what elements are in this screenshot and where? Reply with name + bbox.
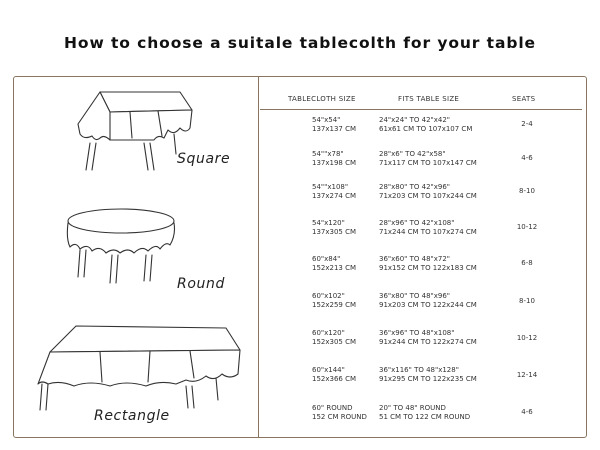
tablecloth-size-in: 54""x78" (312, 150, 344, 158)
fits-size-cm: 91x295 CM TO 122x235 CM (379, 375, 477, 383)
seats-value: 10-12 (516, 334, 538, 342)
fits-size-cm: 71x203 CM TO 107x244 CM (379, 192, 477, 200)
fits-size-cm: 71x244 CM TO 107x274 CM (379, 228, 477, 236)
tablecloth-size-cm: 152x366 CM (312, 375, 357, 383)
tablecloth-size-cm: 137x137 CM (312, 125, 357, 133)
shape-label-round: Round (177, 276, 225, 292)
tablecloth-size-cm: 137x274 CM (312, 192, 357, 200)
tablecloth-size-in: 60"x120" (312, 329, 345, 337)
fits-size-in: 28"x6" TO 42"x58" (379, 150, 446, 158)
tablecloth-size-in: 54"x120" (312, 219, 345, 227)
seats-value: 10-12 (516, 223, 538, 231)
shape-label-square: Square (177, 151, 231, 167)
seats-value: 2-4 (521, 120, 533, 128)
fits-size-cm: 61x61 CM TO 107x107 CM (379, 125, 473, 133)
seats-value: 4-6 (521, 154, 533, 162)
fits-size-in: 28"x96" TO 42"x108" (379, 219, 455, 227)
seats-value: 8-10 (519, 297, 535, 305)
fits-size-in: 20" TO 48" ROUND (379, 404, 446, 412)
seats-value: 4-6 (521, 408, 533, 416)
header-rule (260, 109, 582, 110)
tablecloth-size-in: 60"x144" (312, 366, 345, 374)
fits-size-cm: 91x244 CM TO 122x274 CM (379, 338, 477, 346)
seats-value: 6-8 (521, 259, 533, 267)
fits-size-in: 36"x116" TO 48"x128" (379, 366, 459, 374)
page-title: How to choose a suitale tablecolth for your table (64, 34, 536, 52)
seats-value: 12-14 (516, 371, 538, 379)
tablecloth-size-cm: 152x213 CM (312, 264, 357, 272)
header-fits-table-size: FITS TABLE SIZE (398, 95, 460, 103)
tablecloth-size-in: 60"x102" (312, 292, 345, 300)
tablecloth-size-cm: 152x305 CM (312, 338, 357, 346)
tablecloth-size-in: 60"x84" (312, 255, 341, 263)
tablecloth-size-cm: 137x198 CM (312, 159, 357, 167)
fits-size-cm: 71x117 CM TO 107x147 CM (379, 159, 477, 167)
tablecloth-size-cm: 137x305 CM (312, 228, 357, 236)
fits-size-in: 36"x60" TO 48"x72" (379, 255, 451, 263)
tablecloth-size-cm: 152x259 CM (312, 301, 357, 309)
fits-size-in: 28"x80" TO 42"x96" (379, 183, 451, 191)
header-seats: SEATS (512, 95, 536, 103)
header-tablecloth-size: TABLECLOTH SIZE (288, 95, 356, 103)
round-table-illustration (62, 205, 192, 285)
column-divider (258, 76, 259, 438)
fits-size-in: 36"x80" TO 48"x96" (379, 292, 451, 300)
tablecloth-size-in: 54""x108" (312, 183, 349, 191)
fits-size-in: 36"x96" TO 48"x108" (379, 329, 455, 337)
tablecloth-size-cm: 152 CM ROUND (312, 413, 367, 421)
fits-size-in: 24"x24" TO 42"x42" (379, 116, 451, 124)
fits-size-cm: 51 CM TO 122 CM ROUND (379, 413, 471, 421)
tablecloth-size-in: 60" ROUND (312, 404, 353, 412)
shape-label-rectangle: Rectangle (94, 408, 170, 424)
rectangle-table-illustration (30, 322, 250, 412)
tablecloth-size-in: 54"x54" (312, 116, 341, 124)
fits-size-cm: 91x152 CM TO 122x183 CM (379, 264, 477, 272)
seats-value: 8-10 (519, 187, 535, 195)
fits-size-cm: 91x203 CM TO 122x244 CM (379, 301, 477, 309)
